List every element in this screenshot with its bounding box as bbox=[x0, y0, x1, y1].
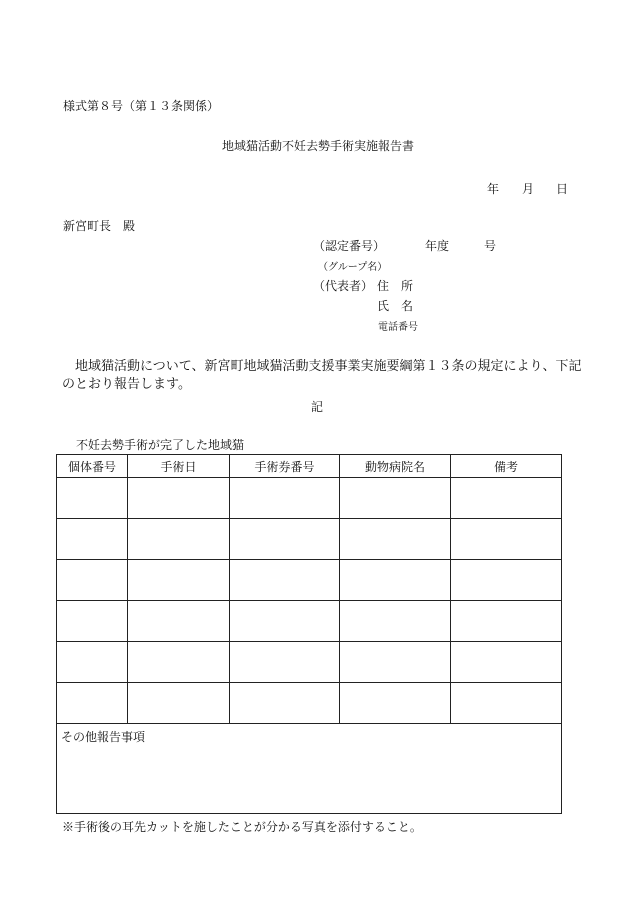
address-label: 住 所 bbox=[377, 279, 414, 293]
phone-label: 電話番号 bbox=[378, 322, 418, 333]
footnote: ※手術後の耳先カットを施したことが分かる写真を添付すること。 bbox=[62, 820, 422, 834]
group-name-label: （グループ名） bbox=[318, 262, 388, 273]
table-cell[interactable] bbox=[230, 478, 340, 519]
table-row bbox=[57, 683, 562, 724]
header-surgery-date: 手術日 bbox=[128, 455, 230, 478]
table-cell[interactable] bbox=[57, 478, 128, 519]
cert-number-label: （認定番号） bbox=[313, 239, 386, 253]
table-row bbox=[57, 642, 562, 683]
report-body-text: 地域猫活動について、新宮町地域猫活動支援事業実施要綱第１３条の規定により、下記のとおり報告します。 bbox=[62, 359, 582, 392]
header-vet-hospital-name: 動物病院名 bbox=[340, 455, 451, 478]
table-header-row bbox=[57, 455, 562, 478]
table-cell[interactable] bbox=[340, 478, 451, 519]
name-label: 氏 名 bbox=[377, 299, 414, 313]
table-cell[interactable] bbox=[230, 642, 340, 683]
table-cell[interactable] bbox=[340, 601, 451, 642]
table-cell[interactable] bbox=[340, 560, 451, 601]
document-title: 地域猫活動不妊去勢手術実施報告書 bbox=[222, 139, 415, 153]
number-suffix: 号 bbox=[484, 239, 497, 253]
table-cell[interactable] bbox=[451, 478, 562, 519]
table-cell[interactable] bbox=[57, 683, 128, 724]
header-remarks: 備考 bbox=[451, 455, 562, 478]
table-cell[interactable] bbox=[57, 601, 128, 642]
representative-label: （代表者） bbox=[313, 279, 374, 293]
table-cell[interactable] bbox=[451, 683, 562, 724]
addressee: 新宮町長 殿 bbox=[63, 219, 136, 233]
date-day: 日 bbox=[556, 182, 569, 196]
form-number: 様式第８号（第１３条関係） bbox=[63, 99, 220, 113]
table-cell[interactable] bbox=[57, 560, 128, 601]
fiscal-year-label: 年度 bbox=[425, 239, 450, 253]
table-cell[interactable] bbox=[128, 478, 230, 519]
date-month: 月 bbox=[522, 182, 535, 196]
header-surgery-ticket-number: 手術券番号 bbox=[230, 455, 340, 478]
table-cell[interactable] bbox=[340, 642, 451, 683]
table-cell[interactable] bbox=[451, 560, 562, 601]
table-caption: 不妊去勢手術が完了した地域猫 bbox=[76, 438, 245, 452]
report-table bbox=[56, 454, 562, 724]
table-row bbox=[57, 519, 562, 560]
table-cell[interactable] bbox=[230, 683, 340, 724]
table-cell[interactable] bbox=[128, 601, 230, 642]
table-row bbox=[57, 601, 562, 642]
table-cell[interactable] bbox=[230, 560, 340, 601]
table-cell[interactable] bbox=[128, 519, 230, 560]
other-report-box[interactable] bbox=[56, 722, 562, 814]
table-cell[interactable] bbox=[451, 601, 562, 642]
table-cell[interactable] bbox=[451, 519, 562, 560]
table-cell[interactable] bbox=[340, 519, 451, 560]
table-cell[interactable] bbox=[230, 519, 340, 560]
table-cell[interactable] bbox=[340, 683, 451, 724]
table-cell[interactable] bbox=[128, 642, 230, 683]
other-report-label: その他報告事項 bbox=[61, 730, 146, 744]
ki-heading: 記 bbox=[311, 400, 324, 414]
table-cell[interactable] bbox=[230, 601, 340, 642]
date-year: 年 bbox=[487, 182, 500, 196]
table-row bbox=[57, 560, 562, 601]
table-cell[interactable] bbox=[451, 642, 562, 683]
table-cell[interactable] bbox=[128, 560, 230, 601]
table-cell[interactable] bbox=[57, 519, 128, 560]
table-row bbox=[57, 478, 562, 519]
table-cell[interactable] bbox=[57, 642, 128, 683]
header-individual-number: 個体番号 bbox=[57, 455, 128, 478]
table-cell[interactable] bbox=[128, 683, 230, 724]
